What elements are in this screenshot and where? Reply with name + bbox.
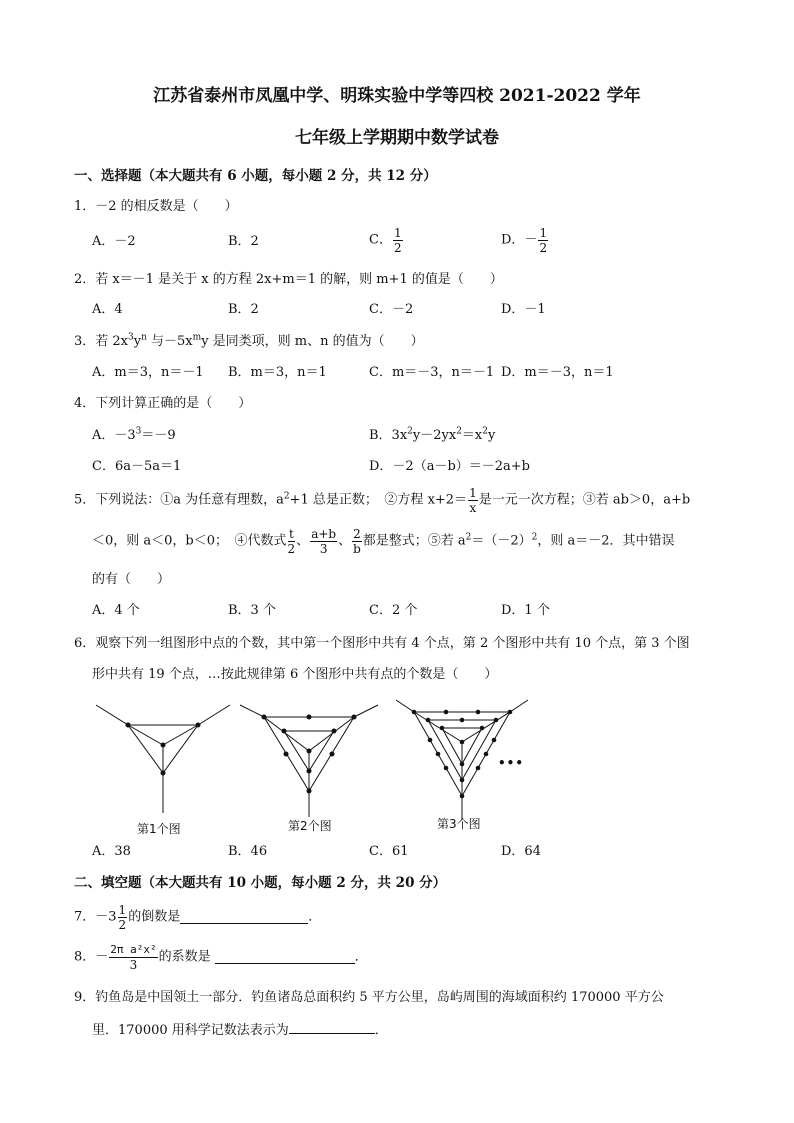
q5-option-d: D．1 个 [501, 603, 550, 618]
q2-option-d: D．－1 [501, 302, 546, 317]
q3-option-a: A．m＝3，n＝－1 [92, 365, 204, 380]
q2-option-b: B．2 [228, 302, 259, 317]
q6-line1: 6．观察下列一组图形中点的个数，其中第一个图形中共有 4 个点，第 2 个图形中共有 10 个点，第 3 个图 [74, 636, 690, 651]
q3-stem: 3．若 $2x^3y^n$ 与$-5x^my$ 是同类项，则 m、n 的值为（ ） [74, 332, 424, 349]
q9-answer-blank[interactable] [289, 1021, 375, 1034]
q1-option-c: C． $\frac{1}{2}$ [369, 226, 402, 255]
q5-line3: 的有（ ） [92, 572, 171, 587]
q2-option-a: A．4 [92, 302, 123, 317]
q5-option-a: A．4 个 [92, 603, 140, 618]
q1-option-d: D．－ $\frac{1}{2}$ [501, 226, 548, 255]
q4-option-c: C．6a－5a＝1 [92, 459, 182, 474]
q6-option-d: D．64 [501, 844, 541, 859]
q8-answer-blank[interactable] [215, 951, 355, 964]
q7-answer-blank[interactable] [180, 911, 308, 924]
q1-option-a: A．－2 [92, 234, 136, 249]
q1-option-b: B．2 [228, 234, 259, 249]
q9-line1: 9．钓鱼岛是中国领土一部分．钓鱼诸岛总面积约 5 平方公里，岛屿周围的海域面积约 170000 平方公 [74, 990, 664, 1005]
q7: 7．－3 $\frac{1}{2}$ 的倒数是 ． [74, 903, 322, 932]
q3-option-b: B．m＝3，n＝1 [228, 365, 327, 380]
q8: 8．－ $\frac{\text{2π a²x²}}{3}$ 的系数是 ． [74, 943, 368, 972]
q2-option-c: C．－2 [369, 302, 414, 317]
q3-option-d: D．m＝－3，n＝1 [501, 365, 614, 380]
figure-2 [234, 695, 384, 825]
q6-option-c: C．61 [369, 844, 409, 859]
q1-stem: 1．－2 的相反数是（ ） [74, 199, 238, 214]
q2-stem: 2．若 x＝－1 是关于 x 的方程 2x+m＝1 的解，则 m+1 的值是（ ） [74, 272, 503, 287]
q5-option-b: B．3 个 [228, 603, 276, 618]
q4-stem: 4．下列计算正确的是（ ） [74, 396, 252, 411]
section1-heading: 一、选择题（本大题共有 6 小题，每小题 2 分，共 12 分） [74, 168, 437, 184]
title-line1: 江苏省泰州市凤凰中学、明珠实验中学等四校 2021-2022 学年 [153, 86, 641, 106]
q9-line2: 里．170000 用科学记数法表示为 ． [92, 1023, 388, 1038]
figure-ellipsis: ••• [498, 756, 525, 770]
q6-option-b: B．46 [228, 844, 268, 859]
figure-1 [88, 695, 238, 825]
q6-line2: 形中共有 19 个点，…按此规律第 6 个图形中共有点的个数是（ ） [92, 667, 498, 682]
q5-line1: 5．下列说法：①a 为任意有理数，$a^2+1$ 总是正数； ②方程 x+2＝ $\frac{1}{x}$ 是一元一次方程；③若 ab＞0，a+b [74, 486, 691, 515]
figure-1-label: 第1个图 [137, 822, 181, 836]
q4-option-d: D．－2（a－b）＝－2a+b [369, 459, 531, 474]
section2-heading: 二、填空题（本大题共有 10 小题，每小题 2 分，共 20 分） [74, 875, 447, 891]
q5-option-c: C．2 个 [369, 603, 418, 618]
q4-option-b: B．$3x^2y-2yx^2=x^2y$ [369, 426, 496, 443]
q6-option-a: A．38 [92, 844, 131, 859]
title-line2: 七年级上学期期中数学试卷 [295, 128, 499, 148]
q4-option-a: A．$-3^3=-9$ [92, 426, 176, 443]
q5-line2: ＜0，则 a＜0，b＜0； ④代数式 $\frac{t}{2}$ 、 $\frac{a+b}{3}$ 、 $\frac{2}{b}$ 都是整式；⑤若 $a^2=(-2)^2$，则 a＝－2．其中错误 [92, 527, 675, 556]
q3-option-c: C．m＝－3，n＝－1 [369, 365, 495, 380]
figure-3-label: 第3个图 [437, 817, 481, 831]
figure-2-label: 第2个图 [288, 819, 332, 833]
